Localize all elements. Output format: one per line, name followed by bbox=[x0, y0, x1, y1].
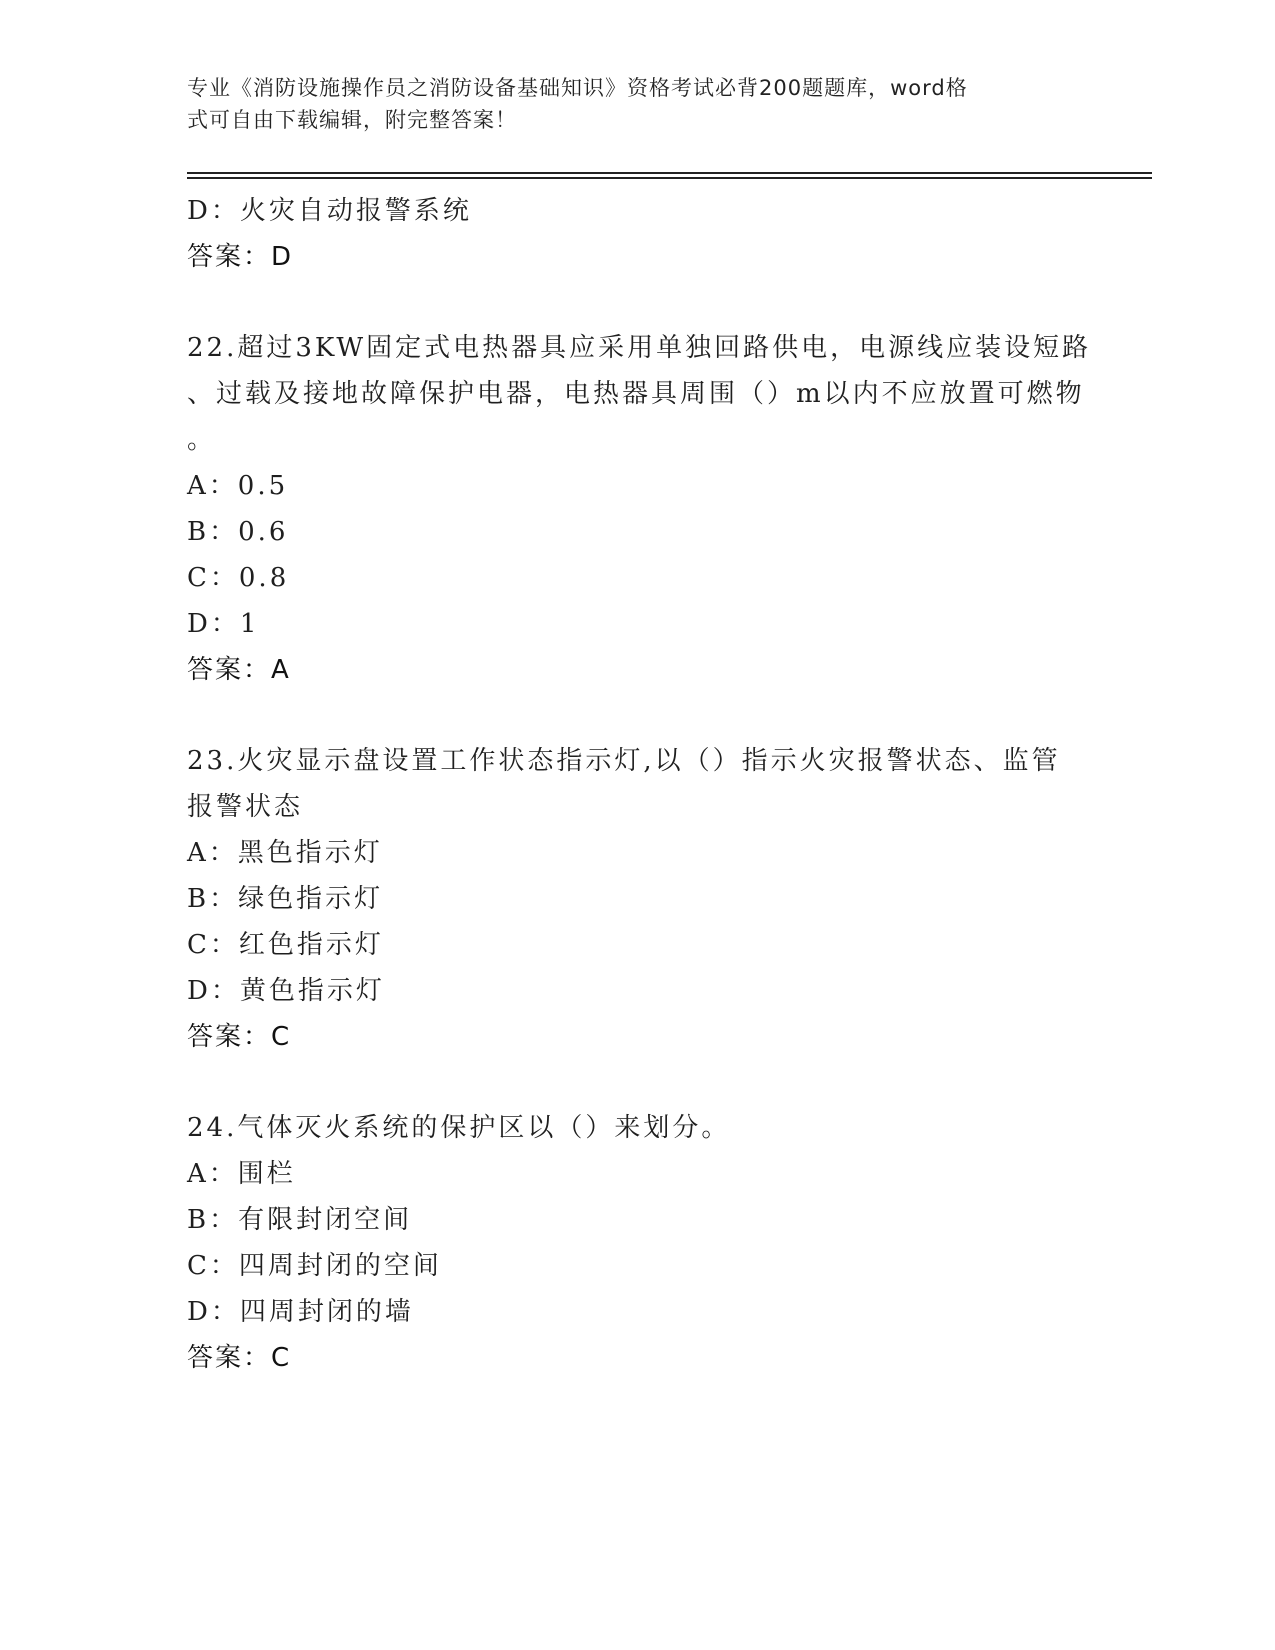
question-text-line: 22.超过3KW固定式电热器具应采用单独回路供电，电源线应装设短路 bbox=[187, 333, 1092, 363]
option-d: D：1 bbox=[187, 609, 260, 639]
option-b: B：0.6 bbox=[187, 517, 289, 547]
answer: 答案：A bbox=[187, 655, 291, 685]
option-b: B：绿色指示灯 bbox=[187, 884, 384, 914]
question-23 bbox=[187, 738, 1087, 1060]
question-text-line: 报警状态 bbox=[187, 792, 304, 822]
header-rule-bottom bbox=[187, 177, 1152, 179]
option-d: D：黄色指示灯 bbox=[187, 976, 385, 1006]
option-a: A：0.5 bbox=[187, 471, 289, 501]
question-text-line: 24.气体灭火系统的保护区以（）来划分。 bbox=[187, 1113, 731, 1143]
header-line-1: 专业《消防设施操作员之消防设备基础知识》资格考试必背200题题库，word格 bbox=[187, 76, 968, 100]
option-d: D：火灾自动报警系统 bbox=[187, 196, 472, 226]
option-a: A：黑色指示灯 bbox=[187, 838, 383, 868]
question-21-tail bbox=[187, 188, 1087, 280]
option-c: C：四周封闭的空间 bbox=[187, 1251, 442, 1281]
option-d: D：四周封闭的墙 bbox=[187, 1297, 414, 1327]
page-header bbox=[187, 72, 1067, 136]
answer: 答案：C bbox=[187, 1343, 292, 1373]
header-rule-top bbox=[187, 172, 1152, 174]
question-list bbox=[187, 188, 1092, 1381]
answer: 答案：C bbox=[187, 1022, 292, 1052]
answer: 答案：D bbox=[187, 242, 294, 272]
option-c: C：红色指示灯 bbox=[187, 930, 384, 960]
option-b: B：有限封闭空间 bbox=[187, 1205, 413, 1235]
option-c: C：0.8 bbox=[187, 563, 290, 593]
question-text-line: 、过载及接地故障保护电器，电热器具周围（）m以内不应放置可燃物 bbox=[187, 379, 1085, 409]
question-text-line: 。 bbox=[187, 425, 217, 455]
header-line-2: 式可自由下载编辑，附完整答案！ bbox=[187, 108, 517, 132]
option-a: A：围栏 bbox=[187, 1159, 296, 1189]
question-24 bbox=[187, 1105, 1087, 1381]
question-22 bbox=[187, 325, 1092, 693]
question-text-line: 23.火灾显示盘设置工作状态指示灯,以（）指示火灾报警状态、监管 bbox=[187, 746, 1061, 776]
